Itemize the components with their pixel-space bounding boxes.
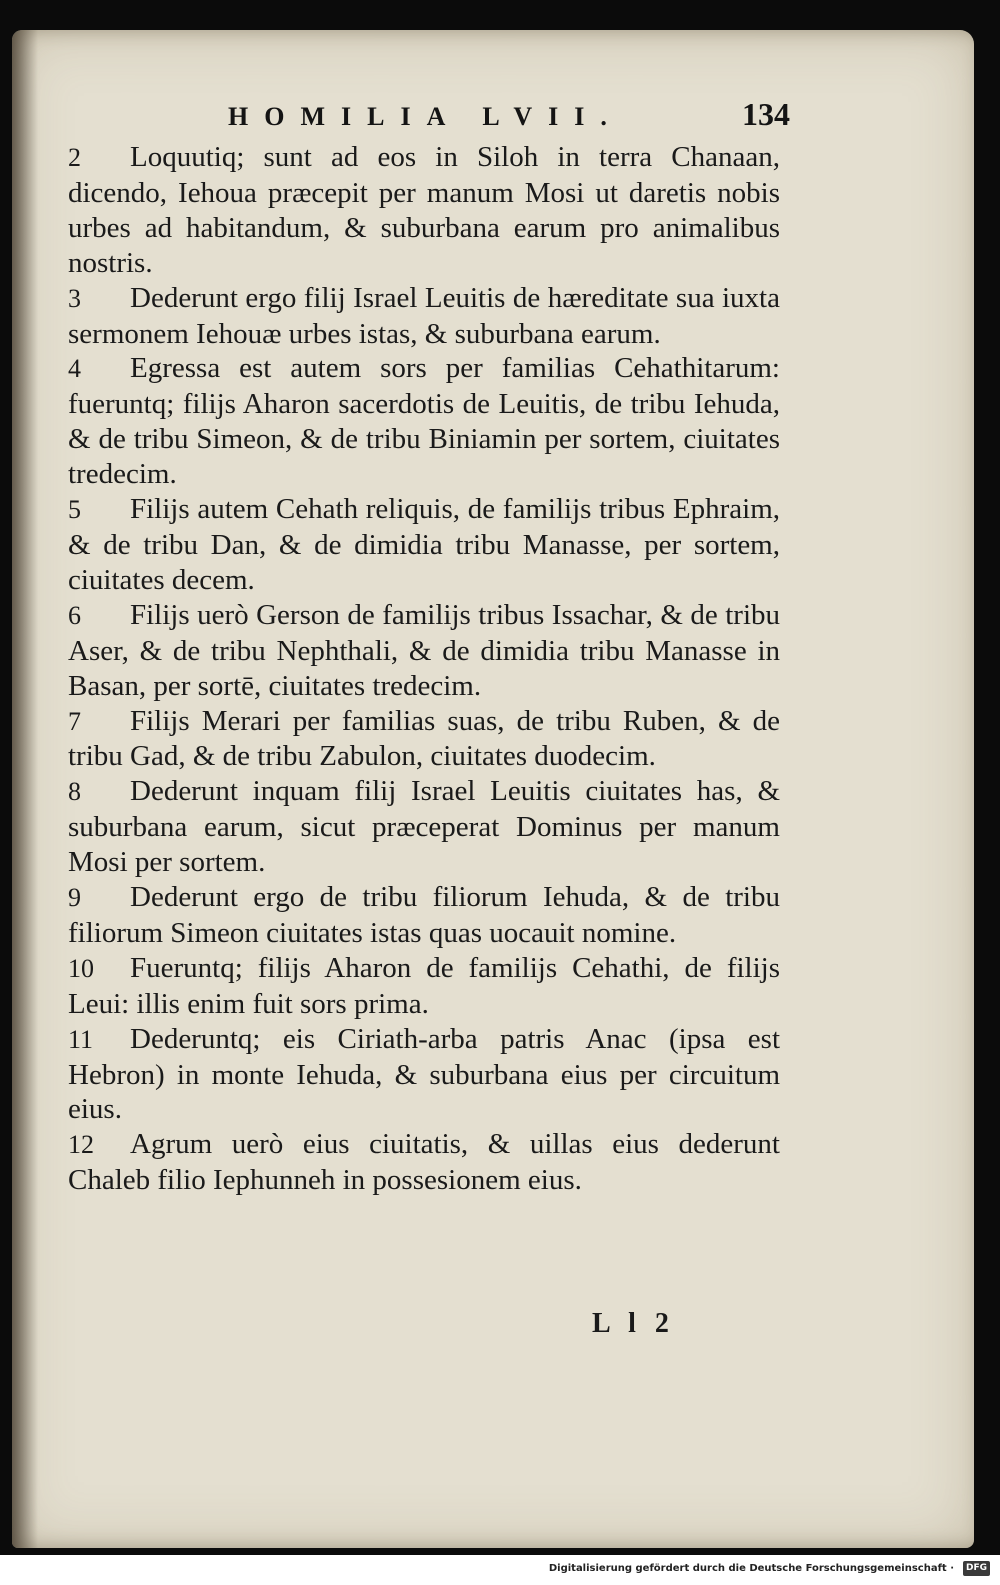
verse-text: Filijs uerò Gerson de familijs tribus Issachar, & de tribu Aser, & de tribu Nephthali, & de dimidia tribu Manasse in Basan, per sortē, ciuitates tredecim. [68, 598, 780, 702]
verse-number: 3 [68, 283, 81, 313]
verse-number: 2 [68, 143, 81, 172]
verse-text: Dederunt ergo de tribu filiorum Iehuda, & de tribu filiorum Simeon ciuitates istas quas uocauit nomine. [68, 881, 780, 949]
verse-number: 11 [68, 1024, 94, 1054]
page-number: 134 [742, 96, 790, 132]
verse-text-block [68, 140, 780, 1198]
verse [68, 704, 780, 775]
verse-number: 4 [68, 354, 81, 384]
verse-text: Dederunt inquam filij Israel Leuitis ciuitates has, & suburbana earum, sicut præceperat Dominus per manum Mosi per sortem. [68, 775, 780, 879]
verse [68, 1022, 780, 1128]
verse [68, 492, 780, 598]
verse-number: 12 [68, 1130, 94, 1160]
verse-text: Dederunt ergo filij Israel Leuitis de hæreditate sua iuxta sermonem Iehouæ urbes istas, & suburbana earum. [68, 281, 780, 350]
verse-number: 10 [68, 953, 94, 983]
verse [68, 598, 780, 704]
verse-number: 9 [68, 883, 81, 913]
verse-text: Filijs autem Cehath reliquis, de familijs tribus Ephraim, & de tribu Dan, & de dimidia tribu Manasse, per sortem, ciuitates decem. [68, 493, 780, 596]
verse [68, 774, 780, 880]
verse [68, 351, 780, 492]
verse-number: 7 [68, 706, 81, 736]
verse-text: Dederuntq; eis Ciriath-arba patris Anac (ipsa est Hebron) in monte Iehuda, & suburbana eius per circuitum eius. [68, 1022, 780, 1126]
verse-text: Fueruntq; filijs Aharon de familijs Cehathi, de filijs Leui: illis enim fuit sors prima. [68, 951, 780, 1020]
verse [68, 281, 780, 352]
verse-text: Agrum uerò eius ciuitatis, & uillas eius dederunt Chaleb filio Iephunneh in possesionem eius. [68, 1128, 780, 1197]
verse-text: Egressa est autem sors per familias Cehathitarum: fueruntq; filijs Aharon sacerdotis de Leuitis, de tribu Iehuda, & de tribu Simeon, & de tribu Biniamin per sortem, ciuitates tredecim. [68, 352, 780, 491]
page-gutter-shadow [12, 30, 38, 1548]
verse-number: 6 [68, 600, 81, 630]
signature-mark: L l 2 [592, 1308, 675, 1339]
verse-number: 8 [68, 777, 81, 807]
verse [68, 951, 780, 1022]
verse [68, 140, 780, 281]
verse-number: 5 [68, 495, 81, 525]
dfg-logo: DFG [963, 1561, 990, 1576]
running-head: HOMILIA LVII. [228, 102, 623, 131]
funding-credit: Digitalisierung gefördert durch die Deutsche Forschungsgemeinschaft · [548, 1563, 954, 1574]
digitization-footer [0, 1555, 1000, 1585]
page-header [0, 96, 1000, 136]
verse-text: Loquutiq; sunt ad eos in Siloh in terra Chanaan, dicendo, Iehoua præcepit per manum Mosi ut daretis nobis urbes ad habitandum, & suburbana earum pro animalibus nostris. [68, 141, 780, 279]
verse [68, 1127, 780, 1198]
verse [68, 880, 780, 951]
verse-text: Filijs Merari per familias suas, de tribu Ruben, & de tribu Gad, & de tribu Zabulon, ciuitates duodecim. [68, 704, 780, 773]
